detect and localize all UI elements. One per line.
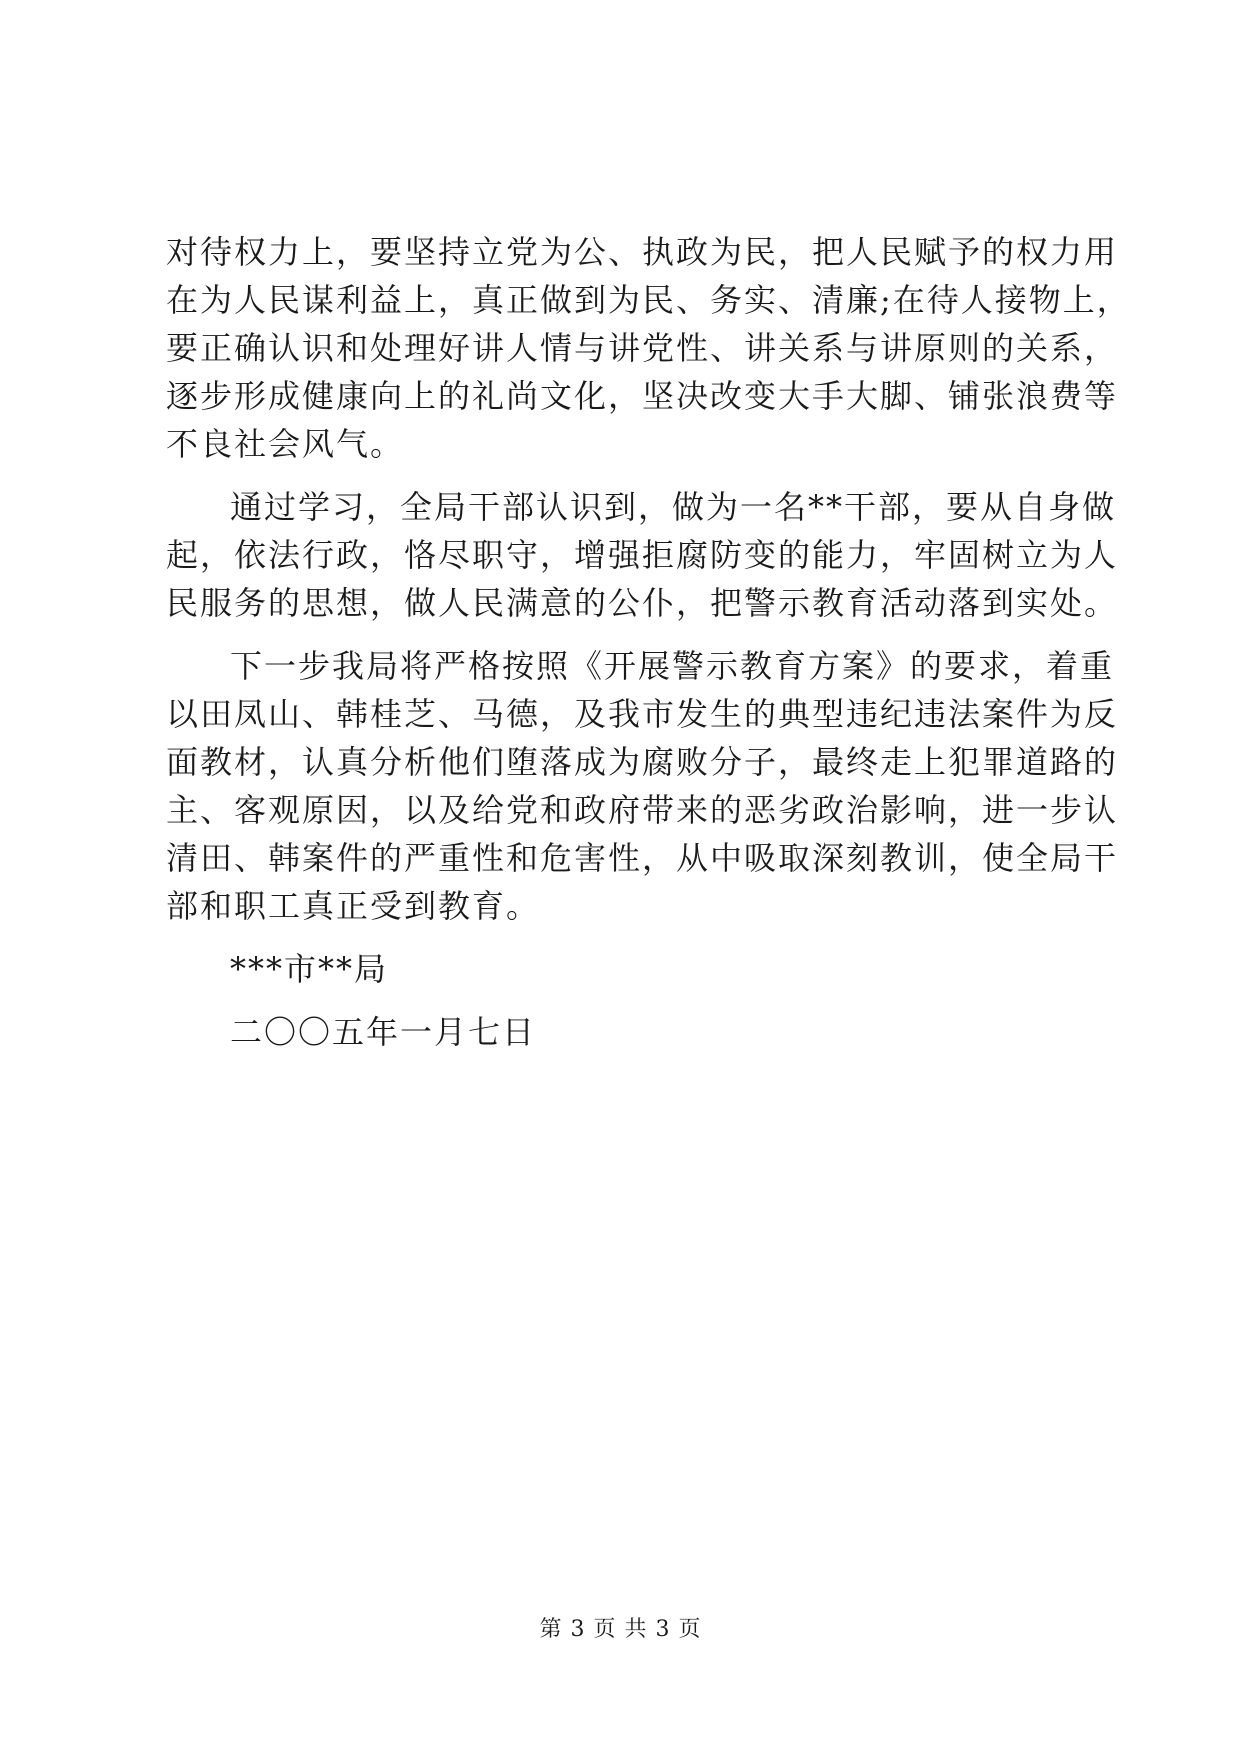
text-line: 部和职工真正受到教育。 xyxy=(166,887,541,925)
text-line: 面教材，认真分析他们堕落成为腐败分子，最终走上犯罪道路的 xyxy=(166,743,1119,781)
text-line: 起，依法行政，恪尽职守，增强拒腐防变的能力，牢固树立为人 xyxy=(166,536,1119,574)
text-line: 在为人民谋利益上，真正做到为民、务实、清廉;在待人接物上， xyxy=(166,281,1131,319)
text-line: 不良社会风气。 xyxy=(166,425,405,463)
text-line: 主、客观原因，以及给党和政府带来的恶劣政治影响，进一步认 xyxy=(166,791,1119,829)
text-line: 对待权力上，要坚持立党为公、执政为民，把人民赋予的权力用 xyxy=(166,233,1119,271)
signature-date: 二〇〇五年一月七日 xyxy=(230,1013,537,1051)
text-line: 要正确认识和处理好讲人情与讲党性、讲关系与讲原则的关系， xyxy=(166,329,1119,367)
document-body xyxy=(166,228,1131,1056)
text-line: 逐步形成健康向上的礼尚文化，坚决改变大手大脚、铺张浪费等 xyxy=(166,377,1119,415)
text-line: 通过学习，全局干部认识到，做为一名**干部，要从自身做 xyxy=(230,488,1117,526)
page-number-footer: 第 3 页 共 3 页 xyxy=(539,1617,702,1642)
text-line: 民服务的思想，做人民满意的公仆，把警示教育活动落到实处。 xyxy=(166,584,1119,622)
signature-org: ***市**局 xyxy=(230,950,389,988)
paragraph-2 xyxy=(166,483,1119,627)
paragraph-1 xyxy=(166,228,1131,468)
text-line: 以田凤山、韩桂芝、马德，及我市发生的典型违纪违法案件为反 xyxy=(166,695,1119,733)
text-line: 下一步我局将严格按照《开展警示教育方案》的要求，着重 xyxy=(230,647,1115,685)
paragraph-3 xyxy=(166,642,1119,930)
text-line: 清田、韩案件的严重性和危害性，从中吸取深刻教训，使全局干 xyxy=(166,839,1119,877)
